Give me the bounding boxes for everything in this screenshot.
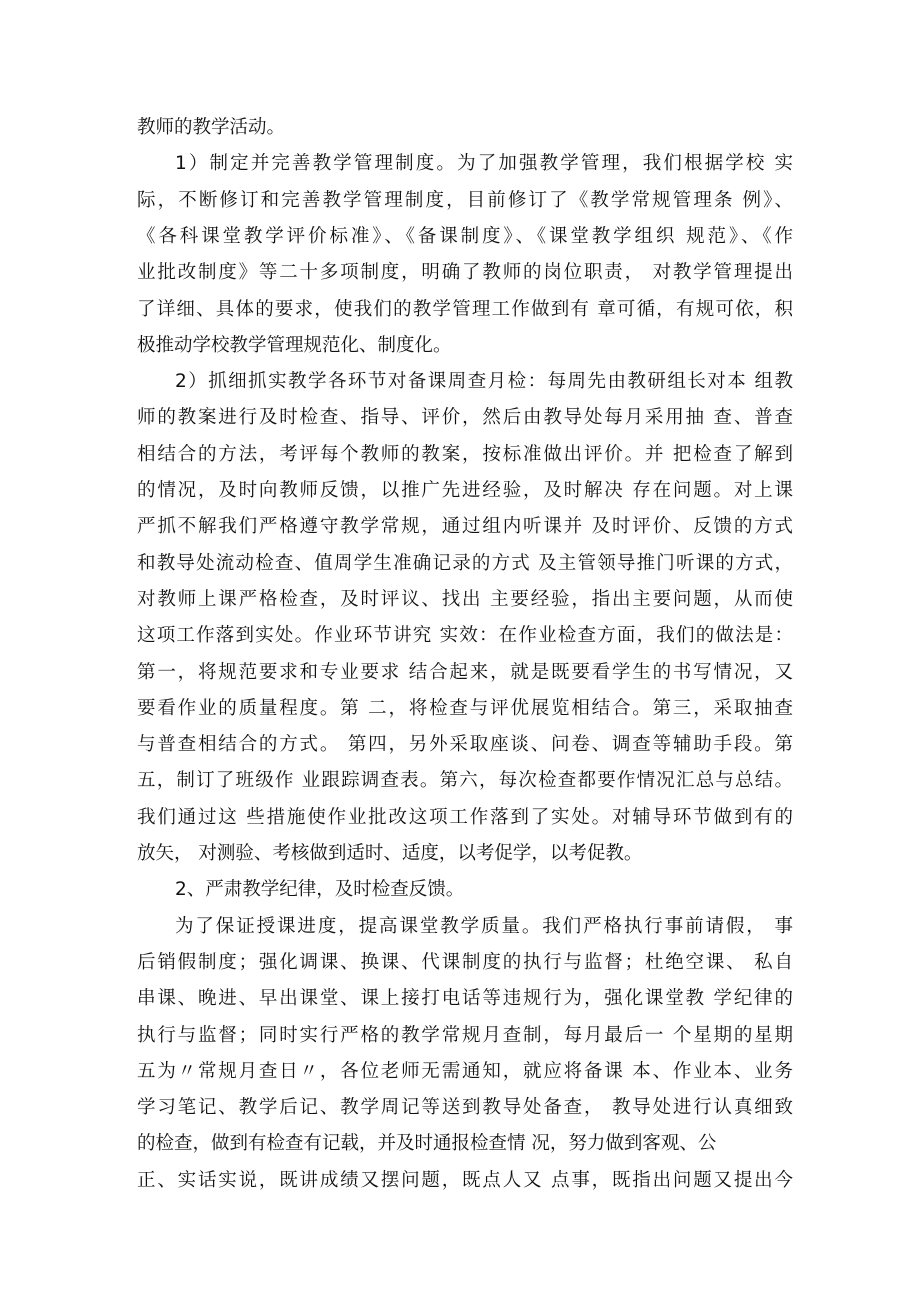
text-line: 极推动学校教学管理规范化、制度化。 (137, 334, 452, 356)
text-line: 我们通过这 些措施使作业批改这项工作落到了实处。对辅导环节做到有的 (137, 806, 793, 828)
text-line: 正、实话实说，既讲成绩又摆问题，既点人又 点事，既指出问题又提出今 (137, 1169, 793, 1191)
text-line: 《各科课堂教学评价标准》、《备课制度》、《课堂教学组织 规范》、《作 (137, 225, 793, 247)
text-line: 了详细、具体的要求，使我们的教学管理工作做到有 章可循，有规可依，积 (137, 298, 793, 320)
text-line: 放矢， 对测验、考核做到适时、适度，以考促学，以考促教。 (137, 843, 643, 864)
text-line: 严抓不解我们严格遵守教学常规，通过组内听课并 及时评价、反馈的方式 (137, 516, 793, 538)
text-line: 的检查，做到有检查有记载，并及时通报检查情 况，努力做到客观、公 (137, 1133, 717, 1155)
text-line: 五，制订了班级作 业跟踪调查表。第六，每次检查都要作情况汇总与总结。 (137, 770, 793, 792)
text-line: 1）制定并完善教学管理制度。为了加强教学管理，我们根据学校 实 (175, 153, 793, 175)
text-line: 第一，将规范要求和专业要求 结合起来，就是既要看学生的书写情况，又 (137, 661, 793, 683)
text-line: 后销假制度；强化调课、换课、代课制度的执行与监督；杜绝空课、 私自 (137, 951, 793, 973)
text-line: 为了保证授课进度，提高课堂教学质量。我们严格执行事前请假， 事 (175, 915, 793, 937)
text-line: 五为〃常规月查日〃，各位老师无需通知，就应将备课 本、作业本、业务 (137, 1060, 793, 1082)
text-line: 师的教案进行及时检查、指导、评价，然后由教导处每月采用抽 查、普查 (137, 407, 793, 429)
text-line: 相结合的方法，考评每个教师的教案，按标准做出评价。并 把检查了解到 (137, 443, 793, 465)
text-line: 2、严肃教学纪律，及时检查反馈。 (175, 879, 465, 901)
text-line: 执行与监督；同时实行严格的教学常规月查制，每月最后一 个星期的星期 (137, 1024, 793, 1046)
text-line: 际，不断修订和完善教学管理制度，目前修订了《教学常规管理条 例》、 (137, 189, 793, 211)
text-line: 业批改制度》等二十多项制度，明确了教师的岗位职责， 对教学管理提出 (137, 262, 793, 284)
text-line: 与普查相结合的方式。 第四，另外采取座谈、问卷、调查等辅助手段。第 (137, 734, 793, 756)
text-line: 教师的教学活动。 (137, 117, 286, 138)
text-line: 这项工作落到实处。作业环节讲究 实效：在作业检查方面，我们的做法是： (137, 625, 793, 647)
text-line: 的情况，及时向教师反馈，以推广先进经验，及时解决 存在问题。对上课 (137, 480, 793, 501)
text-line: 对教师上课严格检查，及时评议、找出 主要经验，指出主要问题，从而使 (137, 588, 793, 610)
text-line: 和教导处流动检查、值周学生准确记录的方式 及主管领导推门听课的方式， (137, 552, 793, 574)
text-line: 2）抓细抓实教学各环节对备课周查月检：每周先由教研组长对本 组教 (175, 371, 793, 393)
text-line: 要看作业的质量程度。第 二，将检查与评优展览相结合。第三，采取抽查 (137, 697, 793, 719)
text-line: 串课、晚进、早出课堂、课上接打电话等违规行为，强化课堂教 学纪律的 (137, 988, 793, 1010)
text-line: 学习笔记、教学后记、教学周记等送到教导处备查， 教导处进行认真细致 (137, 1097, 793, 1119)
